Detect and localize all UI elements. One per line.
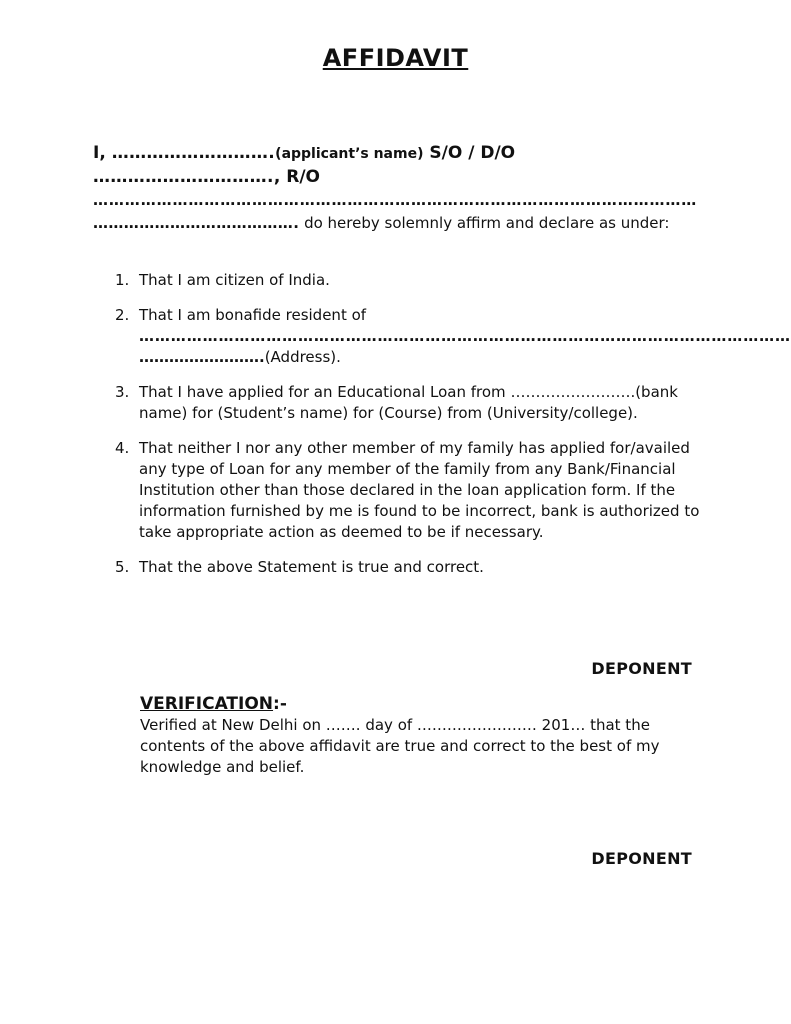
list-item xyxy=(93,438,703,543)
intro-paragraph xyxy=(93,142,698,235)
list-item-number: 2. xyxy=(115,306,130,324)
list-item xyxy=(93,305,791,368)
parent-name-blank: …………………………. xyxy=(93,167,274,187)
affirm-text: do hereby solemnly affirm and declare as under: xyxy=(299,214,670,232)
address-blank-line-1: …………………………………………………………………………………………………………… xyxy=(139,327,791,345)
residence-blank-line-2: …………………………………. xyxy=(93,214,300,232)
intro-i-label: I, xyxy=(93,143,112,163)
residence-blank-line-1: …………………………………………………………………………………………………… xyxy=(93,191,698,209)
list-item-text: That I have applied for an Educational Loan from …………………….(bank name) for (Student’s name) for (Course) from (University/college). xyxy=(139,383,678,422)
so-do-label: S/O / D/O xyxy=(423,143,516,163)
verification-heading-suffix: :- xyxy=(273,694,287,714)
deponent-signature-2: DEPONENT xyxy=(591,849,692,868)
address-blank-line-2: ……………………. xyxy=(139,348,265,366)
list-item-number: 1. xyxy=(115,271,130,289)
list-item-number: 3. xyxy=(115,383,130,401)
address-hint: (Address). xyxy=(264,348,341,366)
applicant-name-hint: (applicant’s name) xyxy=(275,146,424,162)
list-item xyxy=(93,270,703,291)
document-title: AFFIDAVIT xyxy=(322,44,469,72)
applicant-name-blank: ………………………. xyxy=(111,143,276,163)
verification-section xyxy=(140,694,700,778)
verification-text: Verified at New Delhi on ……. day of …………………… 201… that the contents of the above affidavit are true and correct to the best of my knowledge and belief. xyxy=(140,716,660,776)
verification-heading xyxy=(140,694,700,715)
declaration-list xyxy=(93,270,791,592)
list-item-text: That I am citizen of India. xyxy=(139,271,330,289)
list-item-number: 5. xyxy=(115,558,130,576)
list-item xyxy=(93,382,703,424)
list-item-text: That neither I nor any other member of my family has applied for/availed any type of Loan for any member of the family from any Bank/Financial Institution other than those declared in the loan application form. If the information furnished by me is found to be incorrect, bank is authorized to take appropriate action as deemed to be if necessary. xyxy=(139,439,700,541)
list-item-text: That the above Statement is true and correct. xyxy=(139,558,484,576)
deponent-signature-1: DEPONENT xyxy=(591,659,692,678)
list-item-text: That I am bonafide resident of xyxy=(139,306,367,324)
list-item xyxy=(93,557,703,578)
verification-heading-text: VERIFICATION xyxy=(140,694,274,714)
list-item-number: 4. xyxy=(115,439,130,457)
ro-label: , R/O xyxy=(273,167,320,187)
